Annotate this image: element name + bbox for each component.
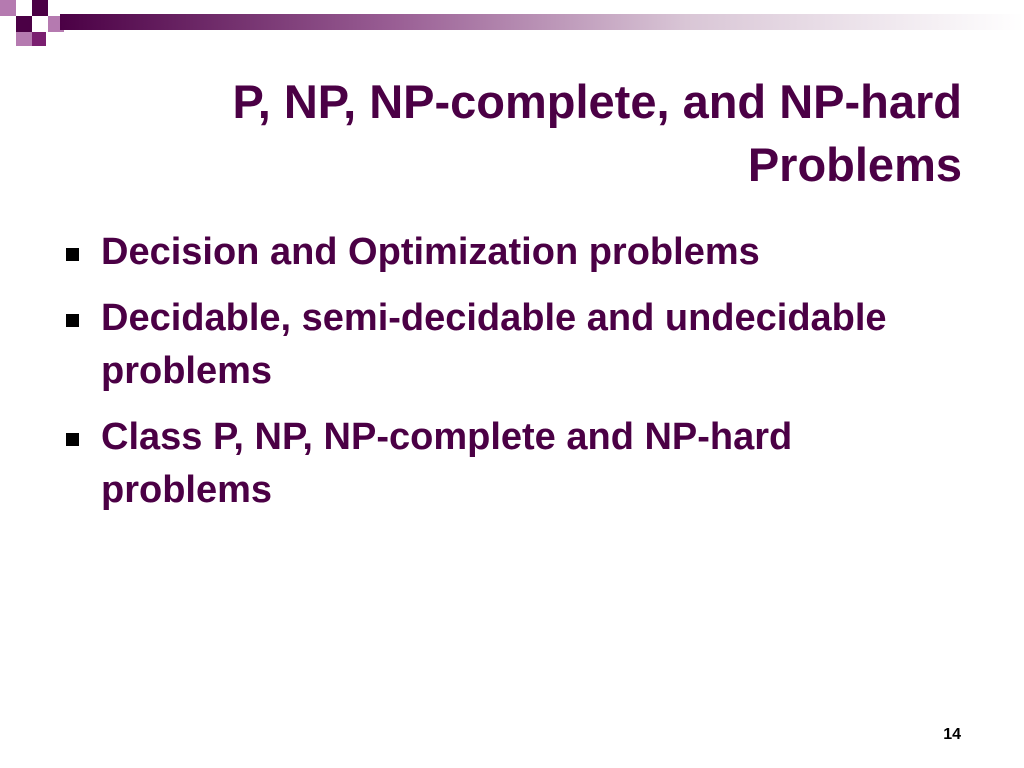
checker-square-icon [16,16,32,32]
bullet-list [66,226,946,530]
bullet-item [66,226,946,279]
bullet-text: Decision and Optimization problems [101,231,760,273]
slide-title: P, NP, NP-complete, and NP-hard Problems [232,75,962,191]
bullet-text: Class P, NP, NP-complete and NP-hard problems [101,416,793,511]
bullet-text: Decidable, semi-decidable and undecidable problems [101,297,887,392]
checker-square-icon [16,32,32,46]
square-bullet-icon [66,314,79,327]
checker-square-icon [32,32,46,46]
header-gradient-bar [60,14,1024,30]
bullet-item [66,292,946,398]
page-number: 14 [943,726,961,743]
checker-square-icon [0,0,16,16]
bullet-item [66,411,946,517]
square-bullet-icon [66,433,79,446]
checker-square-icon [32,0,48,16]
square-bullet-icon [66,248,79,261]
